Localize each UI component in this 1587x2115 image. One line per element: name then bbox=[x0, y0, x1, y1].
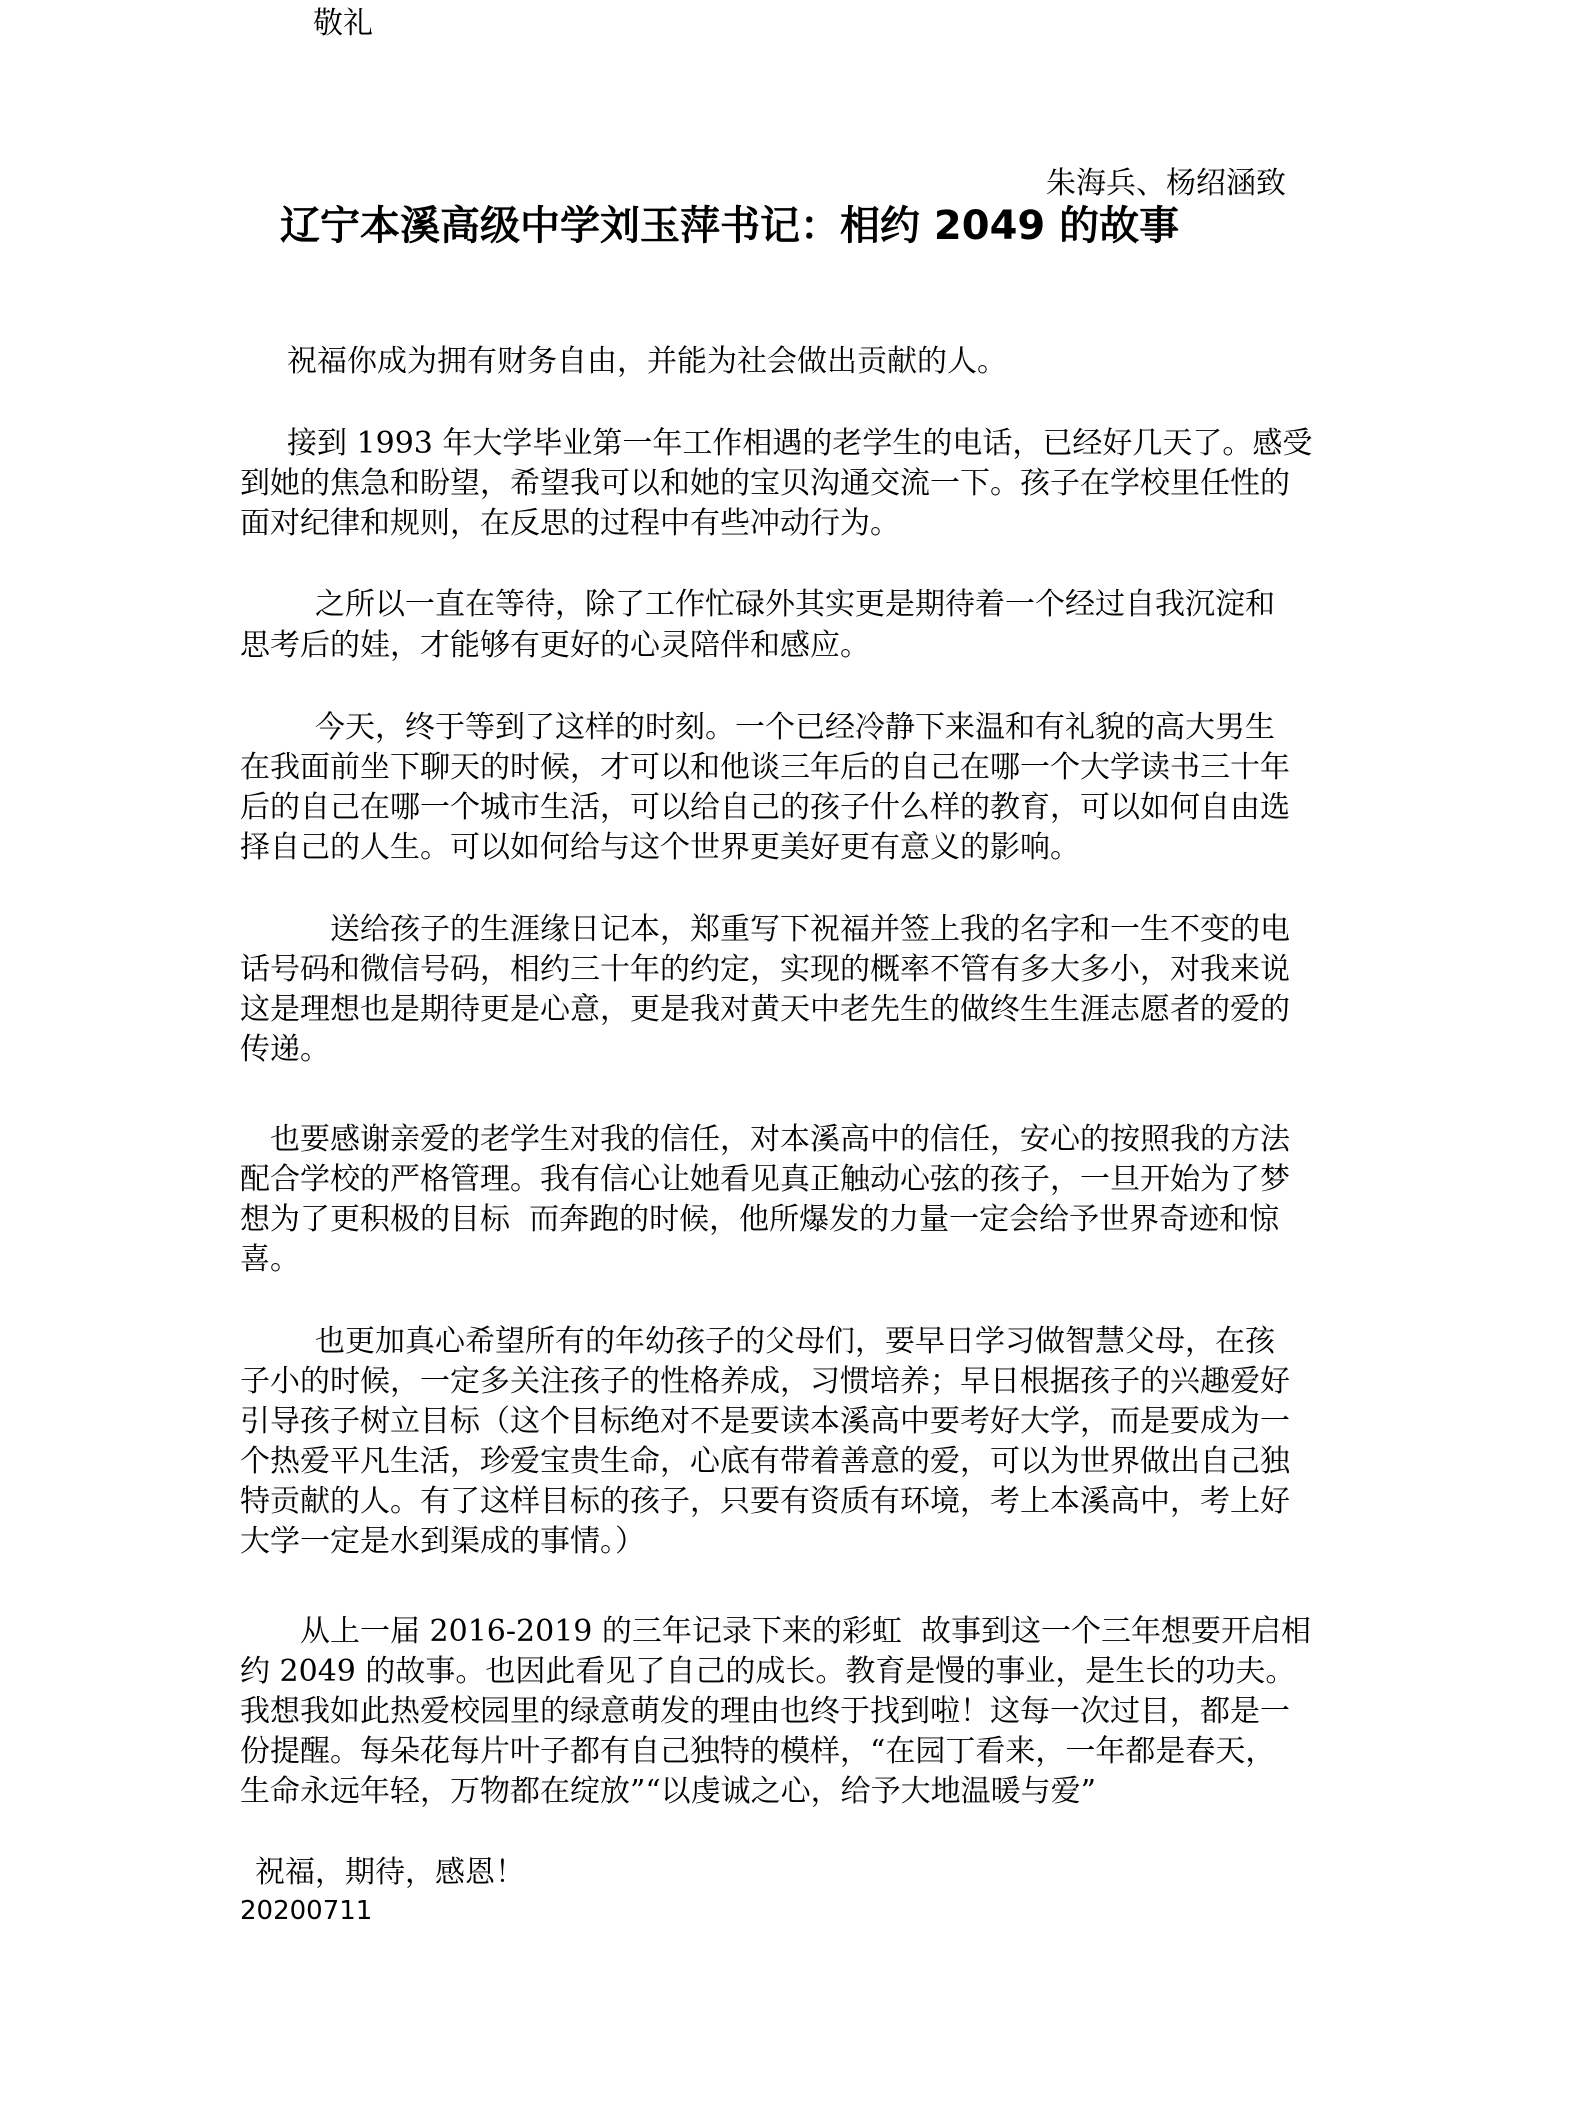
text-line: 接到 1993 年大学毕业第一年工作相遇的老学生的电话，已经好几天了。感受 bbox=[287, 426, 1313, 461]
text-line: 也要感谢亲爱的老学生对我的信任，对本溪高中的信任，安心的按照我的方法 bbox=[270, 1122, 1290, 1157]
text-line: 我想我如此热爱校园里的绿意萌发的理由也终于找到啦！这每一次过目，都是一 bbox=[240, 1694, 1290, 1729]
text-line: 特贡献的人。有了这样目标的孩子，只要有资质有环境，考上本溪高中，考上好 bbox=[240, 1484, 1290, 1519]
text-line: 约 2049 的故事。也因此看见了自己的成长。教育是慢的事业，是生长的功夫。 bbox=[240, 1654, 1296, 1689]
text-line: 后的自己在哪一个城市生活，可以给自己的孩子什么样的教育，可以如何自由选 bbox=[240, 790, 1290, 825]
article-title: 辽宁本溪高级中学刘玉萍书记：相约 2049 的故事 bbox=[280, 203, 1180, 249]
text-line: 话号码和微信号码，相约三十年的约定，实现的概率不管有多大多小，对我来说 bbox=[240, 952, 1290, 987]
text-line: 择自己的人生。可以如何给与这个世界更美好更有意义的影响。 bbox=[240, 830, 1080, 865]
text-line: 大学一定是水到渠成的事情。） bbox=[240, 1524, 645, 1559]
text-line: 祝福你成为拥有财务自由，并能为社会做出贡献的人。 bbox=[287, 344, 1007, 379]
text-line: 个热爱平凡生活，珍爱宝贵生命，心底有带着善意的爱，可以为世界做出自己独 bbox=[240, 1444, 1290, 1479]
text-line: 从上一届 2016-2019 的三年记录下来的彩虹 故事到这一个三年想要开启相 bbox=[300, 1614, 1311, 1649]
text-line: 子小的时候，一定多关注孩子的性格养成，习惯培养；早日根据孩子的兴趣爱好 bbox=[240, 1364, 1290, 1399]
text-line: 想为了更积极的目标 而奔跑的时候，他所爆发的力量一定会给予世界奇迹和惊 bbox=[240, 1202, 1280, 1237]
text-line: 到她的焦急和盼望，希望我可以和她的宝贝沟通交流一下。孩子在学校里任性的 bbox=[240, 466, 1290, 501]
text-line: 面对纪律和规则，在反思的过程中有些冲动行为。 bbox=[240, 506, 900, 541]
text-line: 之所以一直在等待，除了工作忙碌外其实更是期待着一个经过自我沉淀和 bbox=[315, 587, 1275, 622]
text-line: 这是理想也是期待更是心意，更是我对黄天中老先生的做终生生涯志愿者的爱的 bbox=[240, 992, 1290, 1027]
letter-signature: 朱海兵、杨绍涵致 bbox=[1046, 166, 1286, 201]
text-line: 在我面前坐下聊天的时候，才可以和他谈三年后的自己在哪一个大学读书三十年 bbox=[240, 750, 1290, 785]
text-line: 也更加真心希望所有的年幼孩子的父母们，要早日学习做智慧父母，在孩 bbox=[315, 1324, 1275, 1359]
text-line: 生命永远年轻，万物都在绽放”“以虔诚之心，给予大地温暖与爱” bbox=[240, 1774, 1097, 1809]
text-line: 引导孩子树立目标（这个目标绝对不是要读本溪高中要考好大学，而是要成为一 bbox=[240, 1404, 1290, 1439]
letter-greeting: 敬礼 bbox=[313, 6, 373, 41]
text-line: 思考后的娃，才能够有更好的心灵陪伴和感应。 bbox=[240, 628, 870, 663]
text-line: 喜。 bbox=[240, 1242, 300, 1277]
text-line: 份提醒。每朵花每片叶子都有自己独特的模样，“在园丁看来，一年都是春天， bbox=[240, 1734, 1276, 1769]
text-line: 配合学校的严格管理。我有信心让她看见真正触动心弦的孩子，一旦开始为了梦 bbox=[240, 1162, 1290, 1197]
closing-blessing: 祝福，期待，感恩！ bbox=[255, 1855, 525, 1890]
letter-date: 20200711 bbox=[240, 1896, 373, 1926]
text-line: 今天，终于等到了这样的时刻。一个已经冷静下来温和有礼貌的高大男生 bbox=[315, 710, 1275, 745]
text-line: 传递。 bbox=[240, 1032, 330, 1067]
text-line: 送给孩子的生涯缘日记本，郑重写下祝福并签上我的名字和一生不变的电 bbox=[330, 912, 1290, 947]
